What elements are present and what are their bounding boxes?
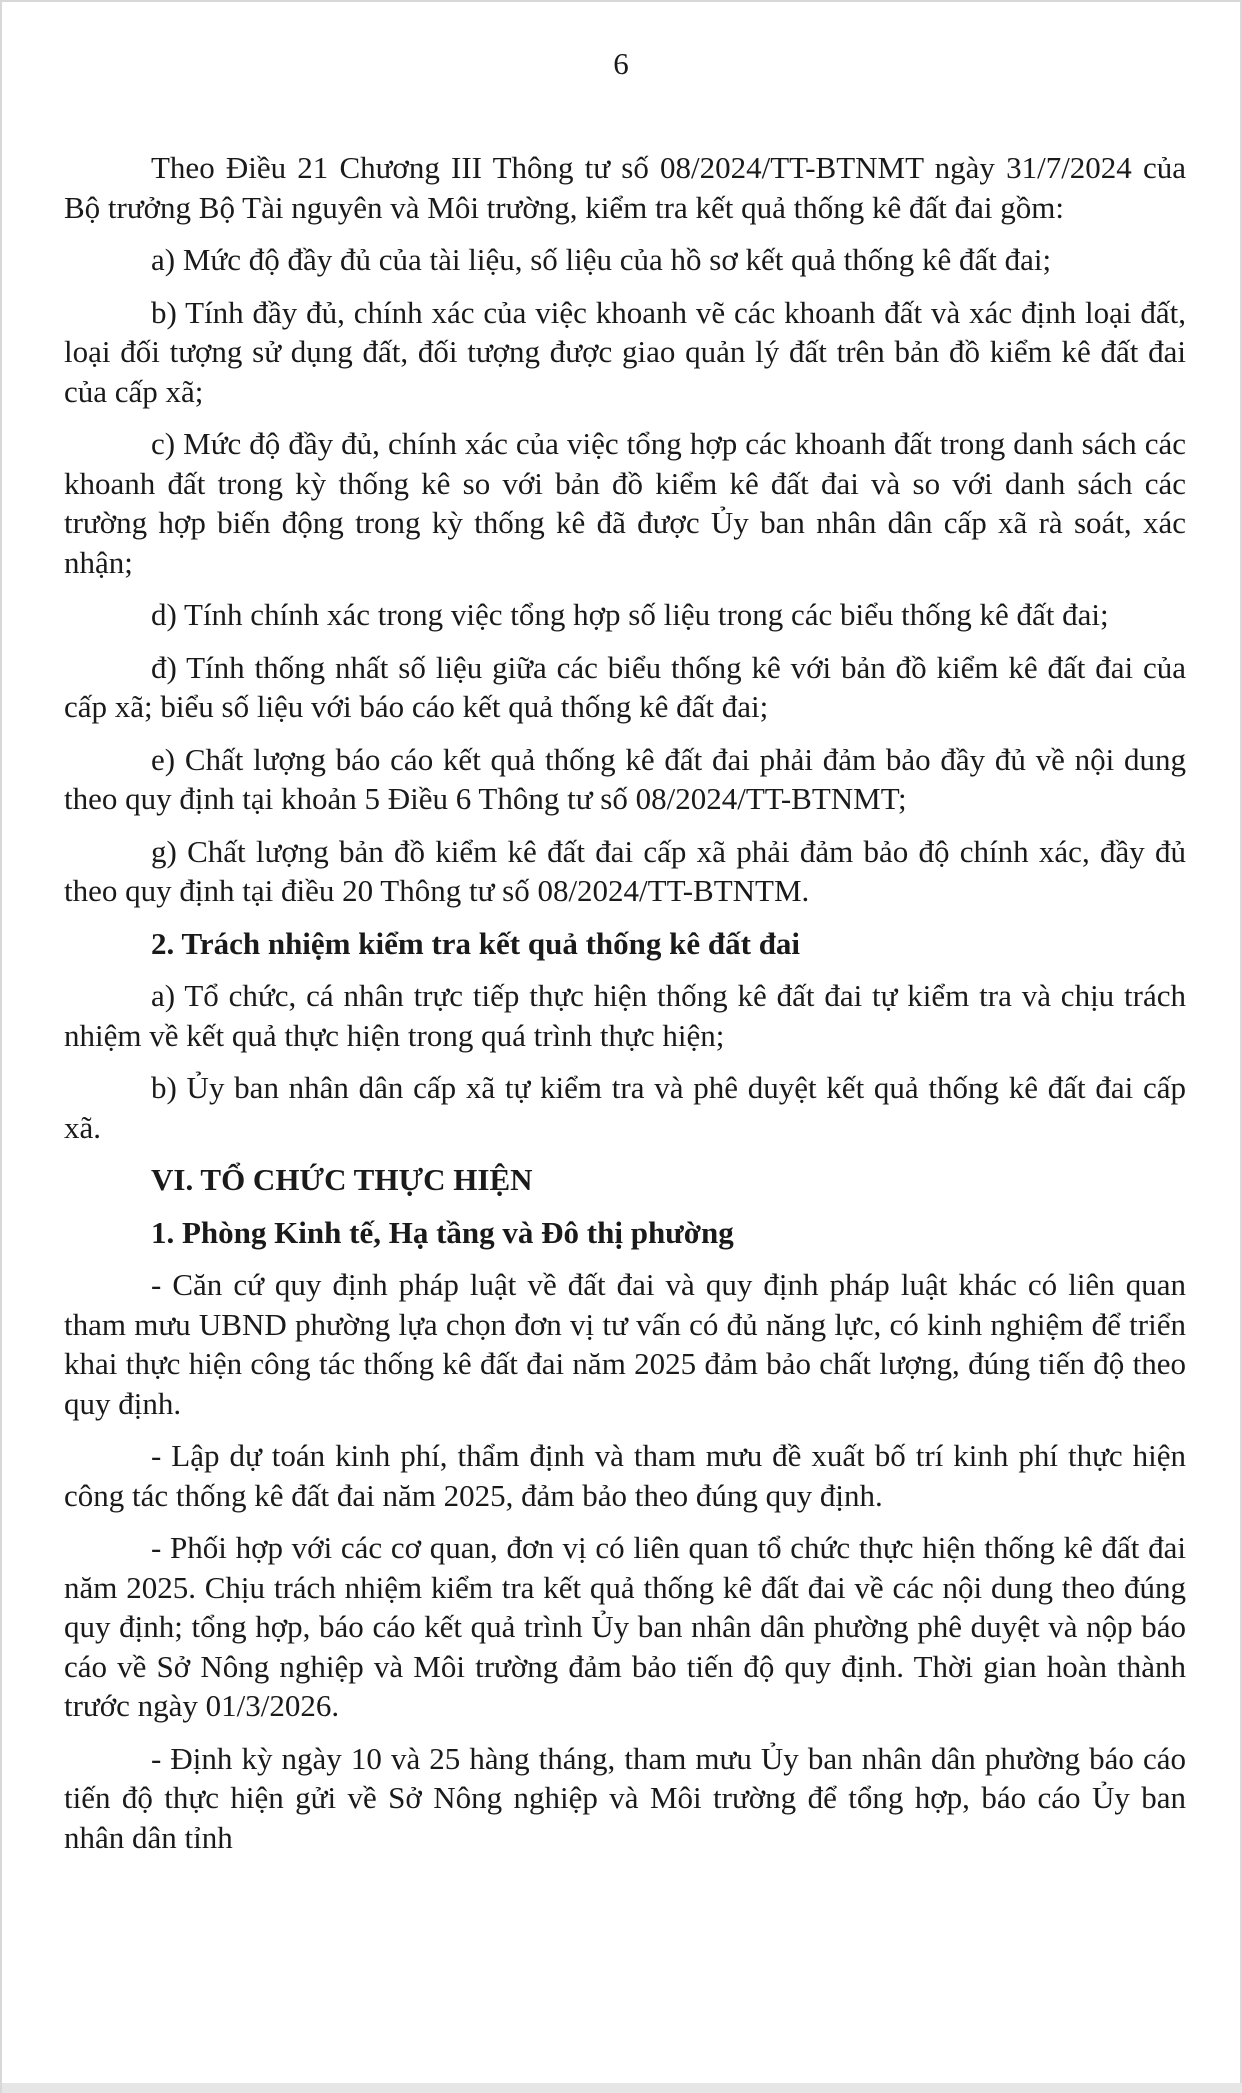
task-paragraph-1: - Căn cứ quy định pháp luật về đất đai và quy định pháp luật khác có liên quan tham mưu UBND phường lựa chọn đơn vị tư vấn có đủ năng lực, có kinh nghiệm để triển khai thực hiện công tác thống kê đất đai năm 2025 đảm bảo chất lượng, đúng tiến độ theo quy định.	[64, 1267, 1186, 1421]
document-body	[64, 148, 1186, 1870]
section-heading-responsibility: 2. Trách nhiệm kiểm tra kết quả thống kê đất đai	[151, 925, 801, 961]
list-item-b: b) Tính đầy đủ, chính xác của việc khoanh vẽ các khoanh đất và xác định loại đất, loại đối tượng sử dụng đất, đối tượng được giao quản lý đất trên bản đồ kiểm kê đất đai của cấp xã;	[64, 294, 1186, 409]
list-item-a: a) Mức độ đầy đủ của tài liệu, số liệu của hồ sơ kết quả thống kê đất đai;	[151, 242, 1052, 277]
list-item-c: c) Mức độ đầy đủ, chính xác của việc tổng hợp các khoanh đất trong danh sách các khoanh đất trong kỳ thống kê so với bản đồ kiểm kê đất đai và so với danh sách các trường hợp biến động trong kỳ thống kê đã được Ủy ban nhân dân cấp xã rà soát, xác nhận;	[64, 426, 1186, 580]
intro-paragraph: Theo Điều 21 Chương III Thông tư số 08/2024/TT-BTNMT ngày 31/7/2024 của Bộ trưởng Bộ Tài nguyên và Môi trường, kiểm tra kết quả thống kê đất đai gồm:	[64, 150, 1186, 225]
responsibility-item-b: b) Ủy ban nhân dân cấp xã tự kiểm tra và phê duyệt kết quả thống kê đất đai cấp xã.	[64, 1070, 1186, 1145]
page-number: 6	[613, 46, 629, 81]
list-item-g: g) Chất lượng bản đồ kiểm kê đất đai cấp xã phải đảm bảo độ chính xác, đầy đủ theo quy định tại điều 20 Thông tư số 08/2024/TT-BTNTM.	[64, 833, 1186, 908]
section-heading-implementation: VI. TỔ CHỨC THỰC HIỆN	[151, 1162, 533, 1197]
page-bottom-edge	[2, 2083, 1242, 2093]
subsection-heading-department: 1. Phòng Kinh tế, Hạ tầng và Đô thị phường	[151, 1214, 734, 1250]
responsibility-item-a: a) Tổ chức, cá nhân trực tiếp thực hiện thống kê đất đai tự kiểm tra và chịu trách nhiệm về kết quả thực hiện trong quá trình thực hiện;	[64, 978, 1186, 1053]
list-item-dd: đ) Tính thống nhất số liệu giữa các biểu thống kê với bản đồ kiểm kê đất đai của cấp xã; biểu số liệu với báo cáo kết quả thống kê đất đai;	[64, 649, 1186, 724]
task-paragraph-3: - Phối hợp với các cơ quan, đơn vị có liên quan tổ chức thực hiện thống kê đất đai năm 2025. Chịu trách nhiệm kiểm tra kết quả thống kê đất đai về các nội dung theo đúng quy định; tổng hợp, báo cáo kết quả trình Ủy ban nhân dân phường phê duyệt và nộp báo cáo về Sở Nông nghiệp và Môi trường đảm bảo tiến độ quy định. Thời gian hoàn thành trước ngày 01/3/2026.	[64, 1530, 1186, 1723]
task-paragraph-2: - Lập dự toán kinh phí, thẩm định và tham mưu đề xuất bố trí kinh phí thực hiện công tác thống kê đất đai năm 2025, đảm bảo theo đúng quy định.	[64, 1438, 1186, 1513]
list-item-d: d) Tính chính xác trong việc tổng hợp số liệu trong các biểu thống kê đất đai;	[151, 597, 1109, 632]
task-paragraph-4: - Định kỳ ngày 10 và 25 hàng tháng, tham mưu Ủy ban nhân dân phường báo cáo tiến độ thực hiện gửi về Sở Nông nghiệp và Môi trường để tổng hợp, báo cáo Ủy ban nhân dân tỉnh	[64, 1740, 1186, 1855]
list-item-e: e) Chất lượng báo cáo kết quả thống kê đất đai phải đảm bảo đầy đủ về nội dung theo quy định tại khoản 5 Điều 6 Thông tư số 08/2024/TT-BTNMT;	[64, 741, 1186, 816]
